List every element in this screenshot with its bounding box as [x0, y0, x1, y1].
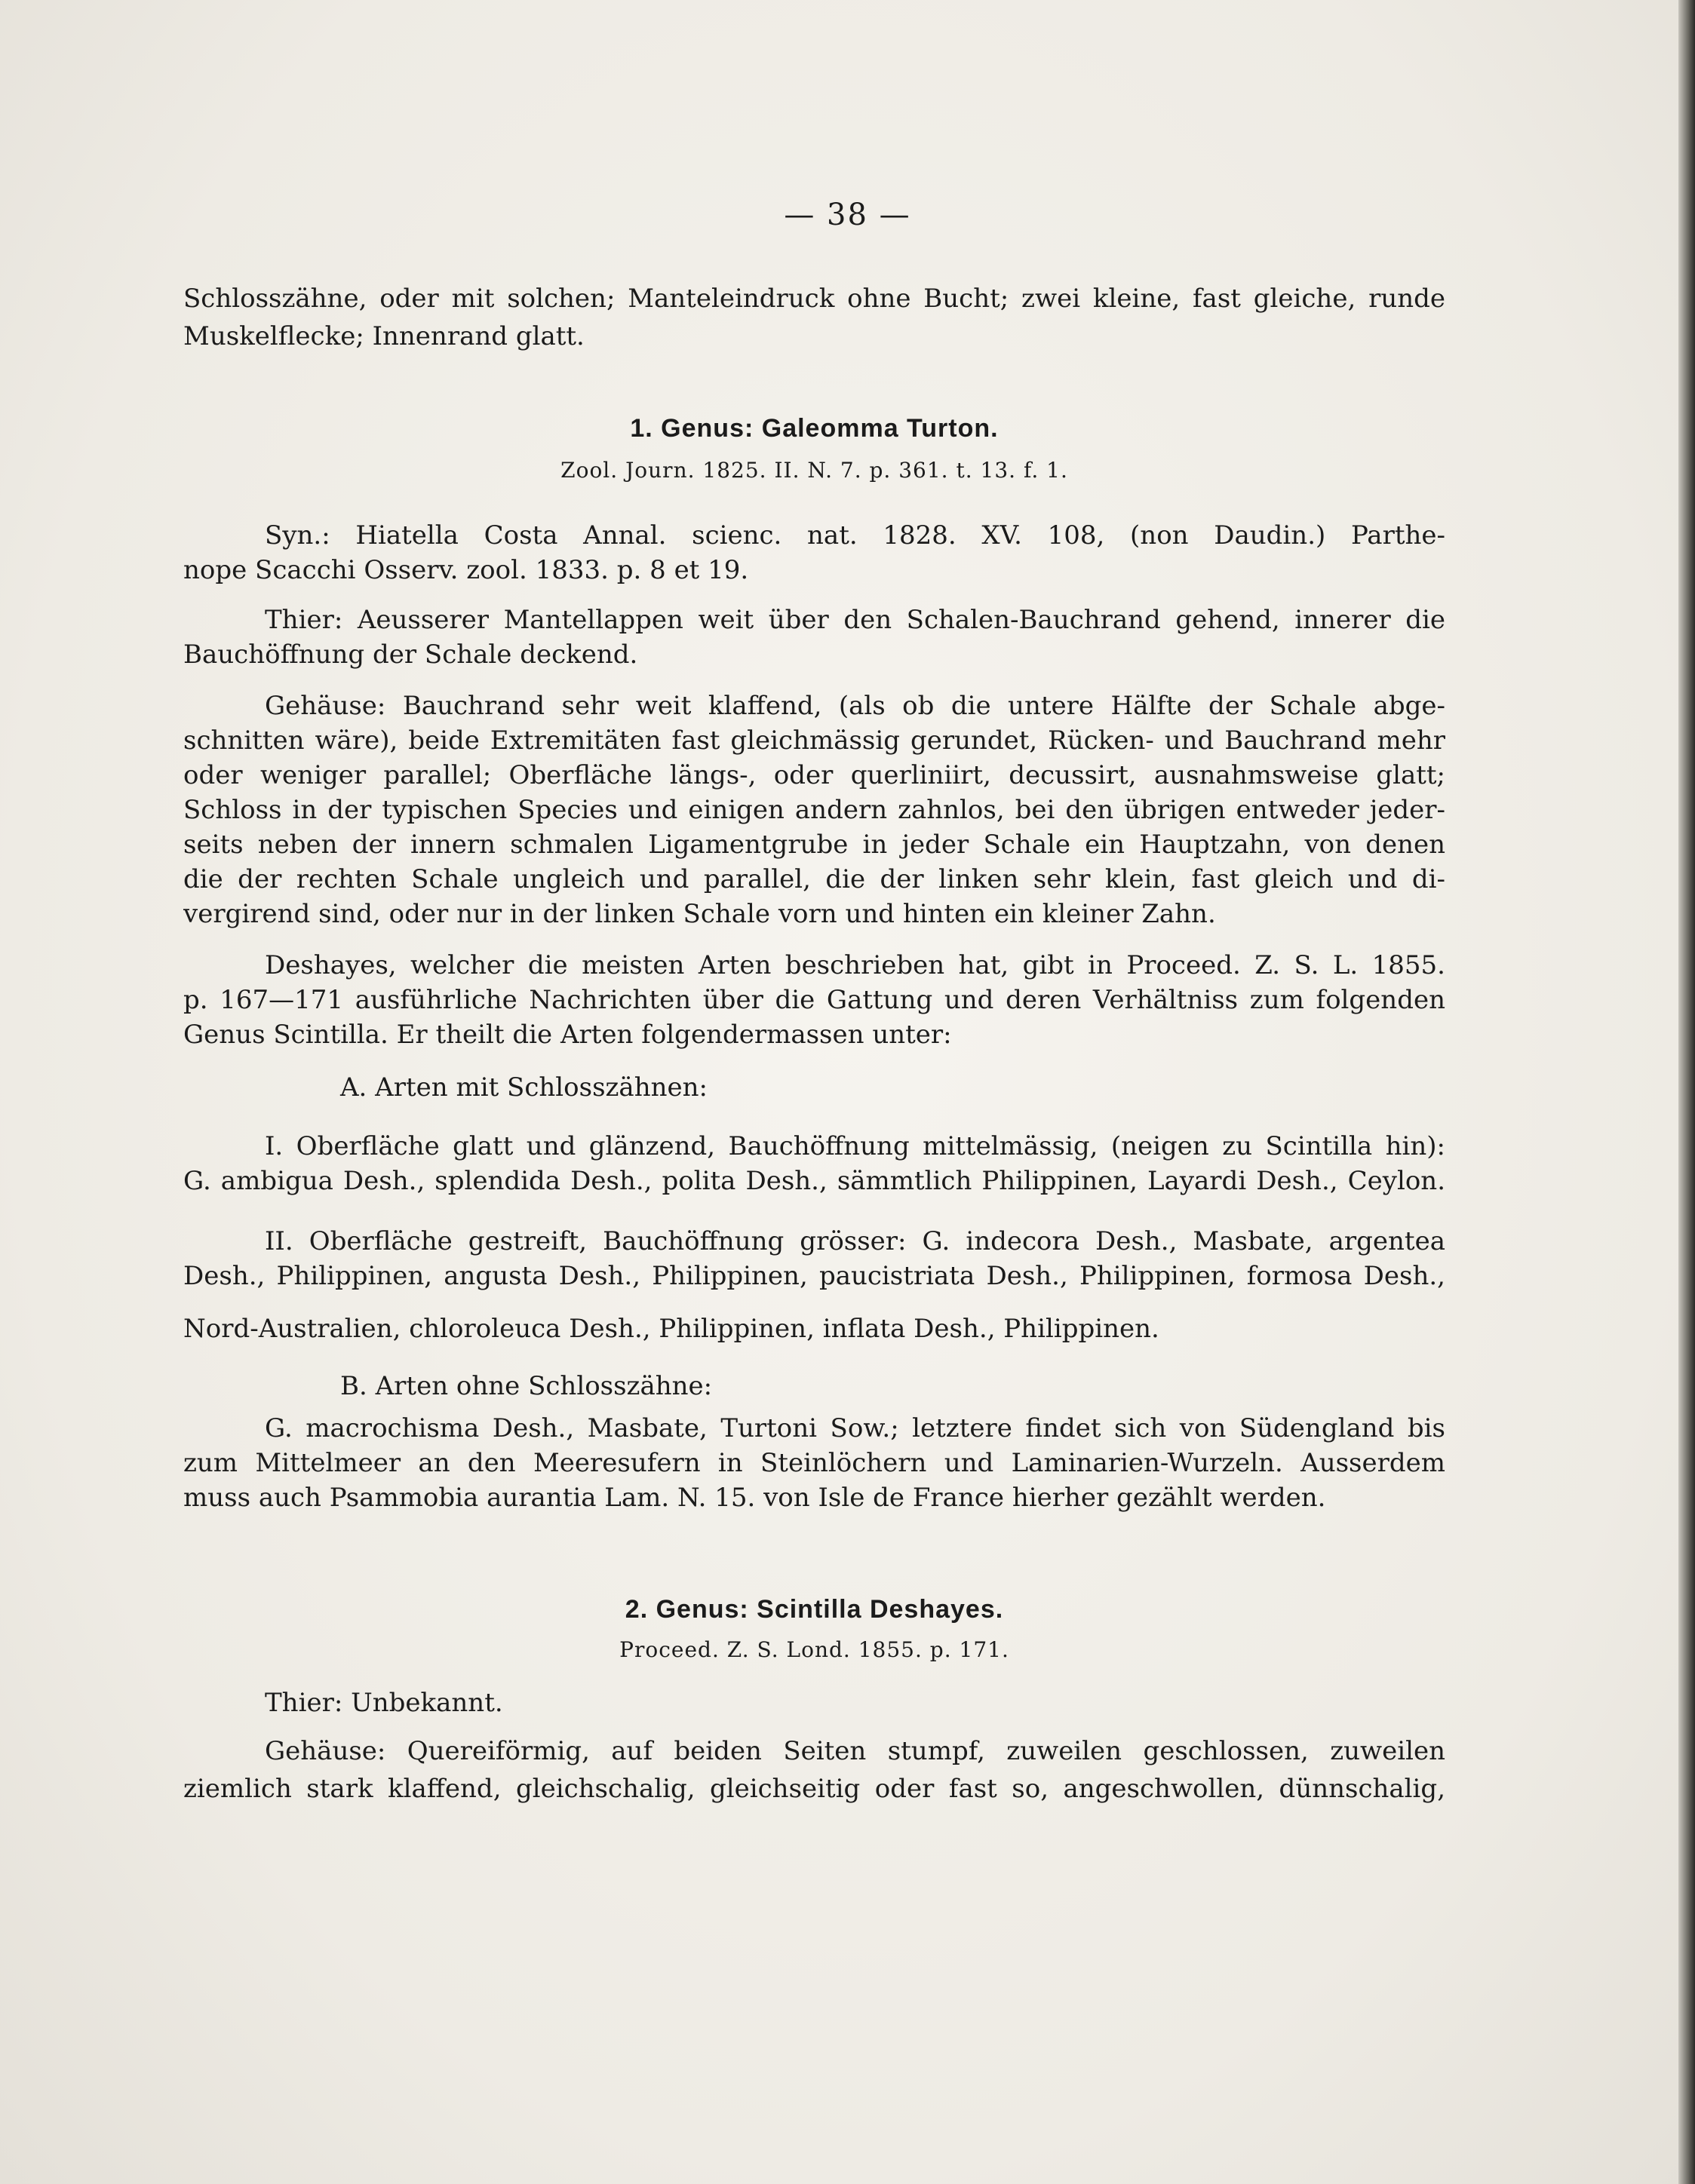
text-line: Deshayes, welcher die meisten Arten beschrieben hat, gibt in Proceed. Z. S. L. 1855.	[265, 950, 1445, 980]
text-line: schnitten wäre), beide Extremitäten fast gleichmässig gerundet, Rücken- und Bauchrand mehr	[183, 725, 1445, 756]
text-line: seits neben der innern schmalen Ligamentgrube in jeder Schale ein Hauptzahn, von denen	[183, 830, 1445, 860]
text-line: Bauchöffnung der Schale deckend.	[183, 640, 638, 670]
text-line: G. macrochisma Desh., Masbate, Turtoni Sow.; letztere findet sich von Südengland bis	[265, 1413, 1445, 1443]
text-line: Gehäuse: Quereiförmig, auf beiden Seiten stumpf, zuweilen geschlossen, zuweilen	[265, 1736, 1445, 1766]
page-number: — 38 —	[784, 198, 911, 232]
text-line: zum Mittelmeer an den Meeresufern in Steinlöchern und Laminarien-Wurzeln. Ausserdem	[183, 1448, 1445, 1478]
page-edge-shadow	[1678, 0, 1695, 2184]
genus-heading-scintilla: 2. Genus: Scintilla Deshayes.	[625, 1595, 1004, 1624]
text-line: G. ambigua Desh., splendida Desh., polita Desh., sämmtlich Philippinen, Layardi Desh., Ceylon.	[183, 1166, 1445, 1196]
text-line: Syn.: Hiatella Costa Annal. scienc. nat. 1828. XV. 108, (non Daudin.) Parthe-	[265, 520, 1445, 551]
text-line: A. Arten mit Schlosszähnen:	[340, 1072, 708, 1103]
text-line: muss auch Psammobia aurantia Lam. N. 15. von Isle de France hierher gezählt werden.	[183, 1483, 1326, 1513]
text-line: vergirend sind, oder nur in der linken Schale vorn und hinten ein kleiner Zahn.	[183, 899, 1216, 929]
text-line: II. Oberfläche gestreift, Bauchöffnung grösser: G. indecora Desh., Masbate, argentea	[265, 1226, 1445, 1256]
citation: Proceed. Z. S. Lond. 1855. p. 171.	[619, 1637, 1009, 1662]
text-line: die der rechten Schale ungleich und parallel, die der linken sehr klein, fast gleich und di-	[183, 864, 1445, 894]
text-line: p. 167—171 ausführliche Nachrichten über die Gattung und deren Verhältniss zum folgenden	[183, 985, 1445, 1015]
text-line: B. Arten ohne Schlosszähne:	[340, 1371, 713, 1401]
text-line: Genus Scintilla. Er theilt die Arten folgendermassen unter:	[183, 1020, 952, 1050]
text-line: nope Scacchi Osserv. zool. 1833. p. 8 et 19.	[183, 555, 749, 585]
text-line: Gehäuse: Bauchrand sehr weit klaffend, (als ob die untere Hälfte der Schale abge-	[265, 691, 1445, 721]
text-line: Schlosszähne, oder mit solchen; Manteleindruck ohne Bucht; zwei kleine, fast gleiche, runde	[183, 284, 1445, 314]
text-line: Muskelflecke; Innenrand glatt.	[183, 321, 585, 351]
text-line: Desh., Philippinen, angusta Desh., Philippinen, paucistriata Desh., Philippinen, formosa Desh.,	[183, 1261, 1445, 1291]
text-line: Thier: Aeusserer Mantellappen weit über den Schalen-Bauchrand gehend, innerer die	[265, 605, 1445, 635]
genus-heading-galeomma: 1. Genus: Galeomma Turton.	[630, 414, 999, 443]
text-line: ziemlich stark klaffend, gleichschalig, gleichseitig oder fast so, angeschwollen, dünnschalig,	[183, 1774, 1445, 1804]
text-line: oder weniger parallel; Oberfläche längs-, oder querliniirt, decussirt, ausnahmsweise glatt;	[183, 760, 1445, 790]
text-line: Nord-Australien, chloroleuca Desh., Philippinen, inflata Desh., Philippinen.	[183, 1314, 1159, 1344]
citation: Zool. Journ. 1825. II. N. 7. p. 361. t. 13. f. 1.	[560, 458, 1068, 483]
text-line: I. Oberfläche glatt und glänzend, Bauchöffnung mittelmässig, (neigen zu Scintilla hin):	[265, 1131, 1445, 1161]
text-line: Schloss in der typischen Species und einigen andern zahnlos, bei den übrigen entweder jeder-	[183, 795, 1445, 825]
text-line: Thier: Unbekannt.	[265, 1688, 503, 1718]
